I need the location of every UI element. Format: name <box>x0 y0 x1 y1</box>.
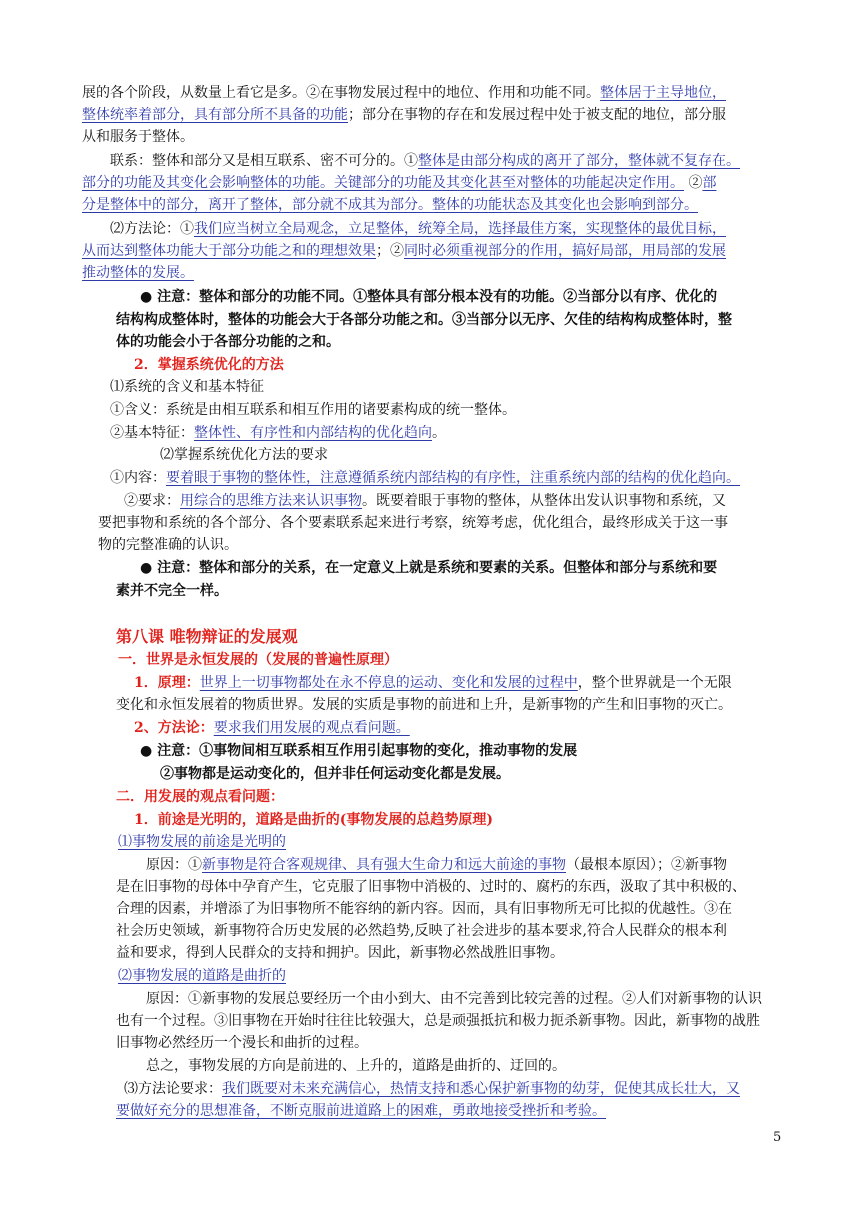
text-span: 1．原理： <box>134 675 200 691</box>
text-line <box>98 534 238 556</box>
text-span: 注意：整体和部分的关系，在一定意义上就是系统和要素的关系。但整体和部分与系统和要 <box>157 560 718 576</box>
text-span: ；部分在事物的存在和发展过程中处于被支配的地位，部分服 <box>348 107 726 123</box>
text-line <box>134 672 732 694</box>
text-line <box>82 126 194 148</box>
bullet-icon: ● <box>140 560 158 576</box>
page-number: 5 <box>773 1130 782 1145</box>
text-line <box>140 740 577 762</box>
text-span: 部分的功能及其变化会影响整体的功能。关键部分的功能及其变化甚至对整体的功能起决定作用。 <box>82 175 684 191</box>
text-span: 注意：①事物间相互联系相互作用引起事物的变化，推动事物的发展 <box>157 743 578 759</box>
text-line <box>82 262 194 284</box>
text-line <box>110 376 264 398</box>
text-span: 推动整体的发展。 <box>82 265 194 281</box>
text-span: 体的功能会小于各部分功能的之和。 <box>116 334 340 350</box>
bullet-icon: ● <box>140 743 158 759</box>
text-span: ①含义：系统是由相互联系和相互作用的诸要素构成的统一整体。 <box>110 402 516 418</box>
text-line <box>134 809 493 831</box>
text-span: 1．前途是光明的，道路是曲折的(事物发展的总趋势原理) <box>134 812 493 828</box>
text-span: 原因：①新事物的发展总要经历一个由小到大、由不完善到比较完善的过程。②人们对新事物的认识 <box>146 991 762 1007</box>
text-line <box>116 1010 760 1032</box>
text-line <box>146 854 727 876</box>
text-line <box>116 309 732 331</box>
text-line <box>140 286 717 308</box>
text-line <box>116 898 732 920</box>
text-line <box>98 512 728 534</box>
text-line <box>116 1032 368 1054</box>
text-line <box>116 580 228 602</box>
text-span: 结构构成整体时，整体的功能会大于各部分功能之和。③当部分以无序、欠佳的结构构成整体时，整 <box>116 312 732 328</box>
text-span: 要着眼于事物的整体性，注意遵循系统内部结构的有序性，注重系统内部的结构的优化趋向。 <box>166 470 740 486</box>
text-line <box>140 557 717 579</box>
text-span: 社会历史领域，新事物符合历史发展的必然趋势,反映了社会进步的基本要求,符合人民群众的根本利 <box>116 923 727 939</box>
text-line <box>146 988 762 1010</box>
text-span: ⑵方法论：① <box>110 221 194 237</box>
text-span: 2、方法论： <box>134 720 214 736</box>
text-line <box>116 786 284 808</box>
text-span: 我们既要对未来充满信心，热情支持和悉心保护新事物的幼芽，促使其成长壮大，又 <box>222 1081 740 1097</box>
text-line <box>110 399 516 421</box>
text-line <box>124 490 726 512</box>
text-line <box>82 240 726 262</box>
text-span: 第八课 唯物辩证的发展观 <box>116 627 298 646</box>
text-line <box>82 172 716 194</box>
text-span: ② <box>684 175 703 191</box>
text-span: 整体是由部分构成的离开了部分，整体就不复存在。 <box>418 153 740 169</box>
text-span: 我们应当树立全局观念，立足整体，统筹全局，选择最佳方案，实现整体的最优目标， <box>194 221 726 237</box>
text-span: 注意：整体和部分的功能不同。①整体具有部分根本没有的功能。②当部分以有序、优化的 <box>157 289 718 305</box>
text-span: 整体居于主导地位， <box>600 85 726 101</box>
text-span: 物的完整准确的认识。 <box>98 537 238 553</box>
text-line <box>118 649 398 671</box>
text-span: 二．用发展的观点看问题： <box>116 789 284 805</box>
text-line <box>110 422 446 444</box>
text-span: ⑴系统的含义和基本特征 <box>110 379 264 395</box>
text-span: ⑴事物发展的前途是光明的 <box>118 834 286 850</box>
text-span: ②基本特征： <box>110 425 194 441</box>
text-span: 用综合的思维方法来认识事物 <box>180 493 362 509</box>
text-line <box>116 876 746 898</box>
text-span: 一．世界是永恒发展的（发展的普遍性原理） <box>118 652 398 668</box>
text-span: 要做好充分的思想准备，不断克服前进道路上的困难，勇敢地接受挫折和考验。 <box>116 1103 606 1119</box>
text-line <box>134 354 284 376</box>
text-span: 从而达到整体功能大于部分功能之和的理想效果 <box>82 243 376 259</box>
text-line <box>134 717 410 739</box>
text-span: 部 <box>702 175 717 191</box>
text-span: 世界上一切事物都处在永不停息的运动、变化和发展的过程中 <box>199 675 578 691</box>
text-line <box>116 920 727 942</box>
text-line <box>116 1100 606 1122</box>
text-span: 。 <box>432 425 446 441</box>
text-line <box>82 104 726 126</box>
text-span: 。既要着眼于事物的整体，从整体出发认识事物和系统，又 <box>362 493 726 509</box>
text-line <box>160 444 328 466</box>
text-span: 变化和永恒发展着的物质世界。发展的实质是事物的前进和上升，是新事物的产生和旧事物的灭亡。 <box>116 697 732 713</box>
text-span: 联系：整体和部分又是相互联系、密不可分的。① <box>110 153 418 169</box>
text-span: ②事物都是运动变化的，但并非任何运动变化都是发展。 <box>160 766 510 782</box>
text-span: 2．掌握系统优化的方法 <box>134 357 284 373</box>
text-span: ①内容： <box>110 470 166 486</box>
text-line <box>116 331 340 353</box>
text-span: 整体性、有序性和内部结构的优化趋向 <box>194 425 432 441</box>
text-span: ⑵掌握系统优化方法的要求 <box>160 447 328 463</box>
text-span: ⑶方法论要求： <box>124 1081 222 1097</box>
text-line <box>110 467 740 489</box>
text-span: 同时必须重视部分的作用，搞好局部，用局部的发展 <box>404 243 726 259</box>
text-line <box>110 150 740 172</box>
bullet-icon: ● <box>140 289 158 305</box>
text-line <box>116 626 298 649</box>
text-span: ；② <box>376 243 404 259</box>
text-span: 旧事物必然经历一个漫长和曲折的过程。 <box>116 1035 368 1051</box>
text-line <box>110 218 726 240</box>
text-span: ②要求： <box>124 493 180 509</box>
text-span: 要把事物和系统的各个部分、各个要素联系起来进行考察，统筹考虑，优化组合，最终形成关于这一事 <box>98 515 728 531</box>
text-line <box>118 965 286 987</box>
text-line <box>116 694 732 716</box>
text-span: 益和要求，得到人民群众的支持和拥护。因此，新事物必然战胜旧事物。 <box>116 945 564 961</box>
text-line <box>82 82 726 104</box>
text-line <box>146 1055 566 1077</box>
text-span: 合理的因素，并增添了为旧事物所不能容纳的新内容。因而，具有旧事物所无可比拟的优越性。③在 <box>116 901 732 917</box>
text-span: ⑵事物发展的道路是曲折的 <box>118 968 286 984</box>
text-span: 从和服务于整体。 <box>82 129 194 145</box>
text-span: 也有一个过程。③旧事物在开始时往往比较强大，总是顽强抵抗和极力扼杀新事物。因此，新事物的战胜 <box>116 1013 760 1029</box>
text-span: 整体统率着部分，具有部分所不具备的功能 <box>82 107 348 123</box>
text-span: ，整个世界就是一个无限 <box>577 675 732 691</box>
text-span: 新事物是符合客观规律、具有强大生命力和远大前途的事物 <box>202 857 566 873</box>
text-span: 要求我们用发展的观点看问题。 <box>213 720 410 736</box>
text-line <box>124 1078 740 1100</box>
text-span: 是在旧事物的母体中孕育产生，它克服了旧事物中消极的、过时的、腐朽的东西，汲取了其中积极的、 <box>116 879 746 895</box>
text-span: 原因：① <box>146 857 202 873</box>
text-line <box>118 831 286 853</box>
text-span: 展的各个阶段，从数量上看它是多。②在事物发展过程中的地位、作用和功能不同。 <box>82 85 600 101</box>
text-line <box>160 763 510 785</box>
text-span: （最根本原因）；②新事物 <box>566 857 727 873</box>
text-span: 总之，事物发展的方向是前进的、上升的，道路是曲折的、迂回的。 <box>146 1058 566 1074</box>
text-line <box>116 942 564 964</box>
text-span: 分是整体中的部分，离开了整体，部分就不成其为部分。整体的功能状态及其变化也会影响到部分。 <box>82 197 698 213</box>
text-line <box>82 194 698 216</box>
text-span: 素并不完全一样。 <box>116 583 228 599</box>
